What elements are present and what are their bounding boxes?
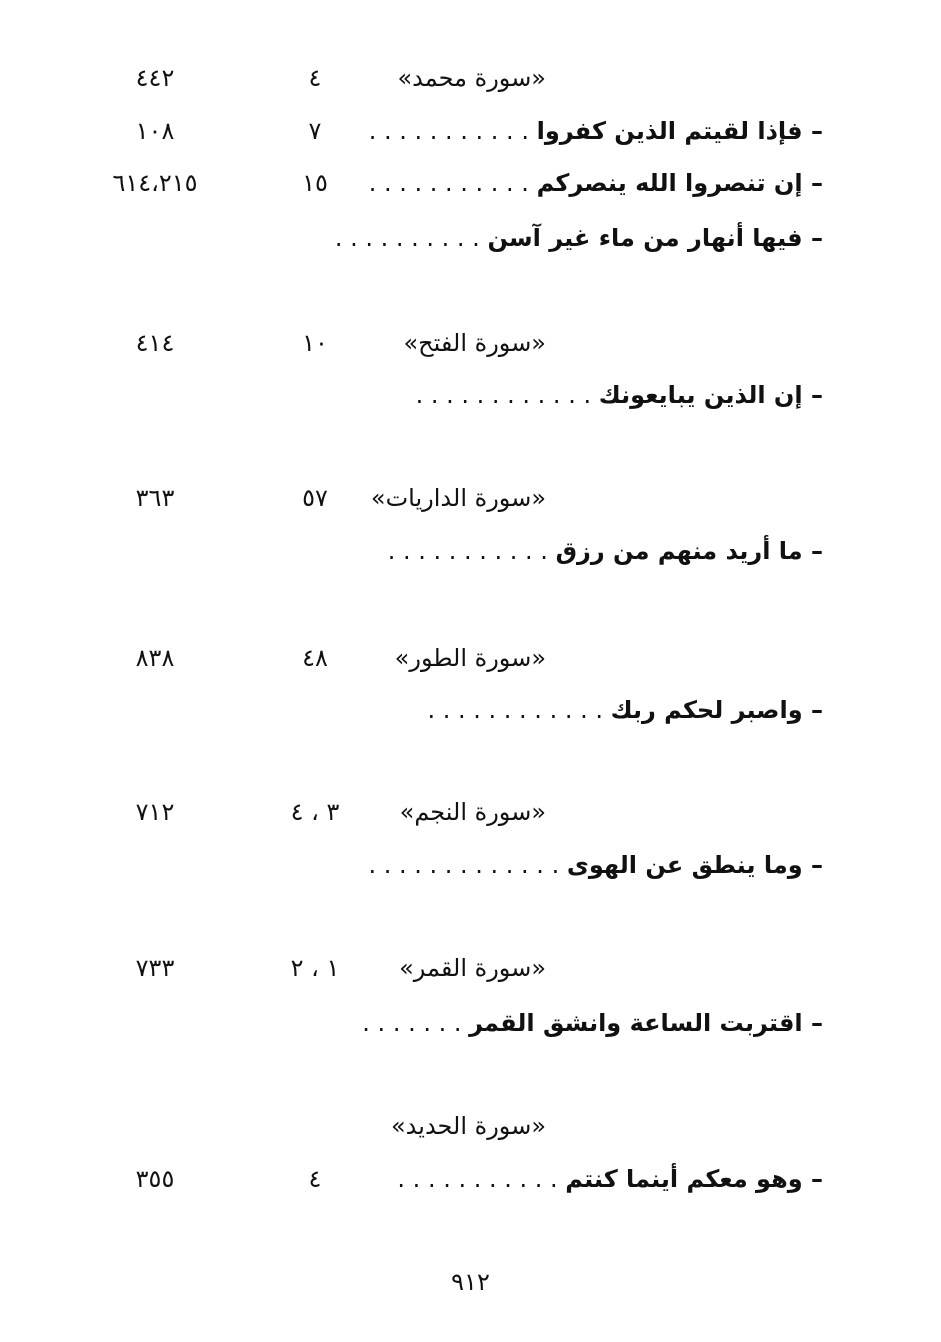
surah-title: «سورة الطور» (394, 644, 546, 672)
surah-row-muhammad (0, 58, 941, 98)
verse-entry (334, 218, 823, 258)
page-reference: ١٠٨ (135, 117, 175, 145)
verse-text: – وما ينطق عن الهوى (566, 851, 823, 879)
page-reference: ٤٤٢ (135, 64, 175, 92)
footer-page-number: ٩١٢ (451, 1268, 490, 1296)
verse-entry (362, 1003, 823, 1043)
page-reference: ٦١٤،٢١٥ (112, 169, 198, 197)
page-reference: ٧٣٣ (135, 954, 175, 982)
leader-dots: . . . . . . . (362, 1009, 462, 1037)
surah-title: «سورة النجم» (399, 798, 546, 826)
leader-dots: . . . . . . . . . . . . (415, 381, 592, 409)
page-reference: ٤١٤ (135, 329, 175, 357)
surah-row-at-tur (0, 638, 941, 678)
verse-text: – اقتربت الساعة وانشق القمر (469, 1009, 823, 1037)
verse-text: – ما أريد منهم من رزق (555, 537, 823, 565)
surah-title: «سورة الداريات» (370, 484, 546, 512)
verse-entry (423, 690, 823, 730)
verse-row (0, 111, 941, 151)
surah-row-al-hadid (0, 1106, 941, 1146)
ayah-number: ١ ، ٢ (290, 954, 340, 982)
verse-entry (397, 1159, 823, 1199)
verse-entry (387, 531, 823, 571)
verse-row (0, 1159, 941, 1199)
ayah-number: ٥٧ (302, 484, 328, 512)
page-reference: ٣٦٣ (135, 484, 175, 512)
leader-dots: . . . . . . . . . . (334, 224, 480, 252)
ayah-number: ٤ (308, 64, 322, 92)
ayah-number: ١٥ (302, 169, 328, 197)
surah-row-al-qamar (0, 948, 941, 988)
verse-text: – وهو معكم أينما كنتم (565, 1165, 823, 1193)
leader-dots: . . . . . . . . . . . (368, 169, 529, 197)
verse-text: – واصبر لحكم ربك (610, 696, 823, 724)
surah-row-al-fath (0, 323, 941, 363)
surah-title: «سورة الفتح» (403, 329, 546, 357)
ayah-number: ١٠ (302, 329, 328, 357)
leader-dots: . . . . . . . . . . . (387, 537, 548, 565)
verse-entry (415, 375, 823, 415)
ayah-number: ٤٨ (302, 644, 328, 672)
verse-text: – فإذا لقيتم الذين كفروا (536, 117, 823, 145)
verse-row (0, 845, 941, 885)
verse-row (0, 375, 941, 415)
page-reference: ٧١٢ (135, 798, 175, 826)
verse-entry (368, 163, 823, 203)
verse-entry (368, 845, 823, 885)
verse-row (0, 531, 941, 571)
surah-row-an-najm (0, 792, 941, 832)
leader-dots: . . . . . . . . . . . (368, 117, 529, 145)
leader-dots: . . . . . . . . . . . . . (368, 851, 560, 879)
leader-dots: . . . . . . . . . . . . (427, 696, 603, 724)
ayah-number: ٧ (308, 117, 322, 145)
ayah-number: ٤ (308, 1165, 322, 1193)
verse-row (0, 163, 941, 203)
ayah-number: ٣ ، ٤ (290, 798, 340, 826)
page-reference: ٣٥٥ (135, 1165, 175, 1193)
surah-title: «سورة محمد» (397, 64, 546, 92)
verse-text: – فيها أنهار من ماء غير آسن (487, 224, 823, 252)
verse-row (0, 1003, 941, 1043)
page-reference: ٨٣٨ (135, 644, 175, 672)
surah-title: «سورة القمر» (399, 954, 546, 982)
verse-text: – إن الذين يبايعونك (598, 381, 823, 409)
verse-text: – إن تنصروا الله ينصركم (536, 169, 823, 197)
surah-title: «سورة الحديد» (390, 1112, 546, 1140)
verse-entry (368, 111, 823, 151)
leader-dots: . . . . . . . . . . . (397, 1165, 558, 1193)
verse-row (0, 218, 941, 258)
surah-row-adh-dhariyat (0, 478, 941, 518)
verse-row (0, 690, 941, 730)
